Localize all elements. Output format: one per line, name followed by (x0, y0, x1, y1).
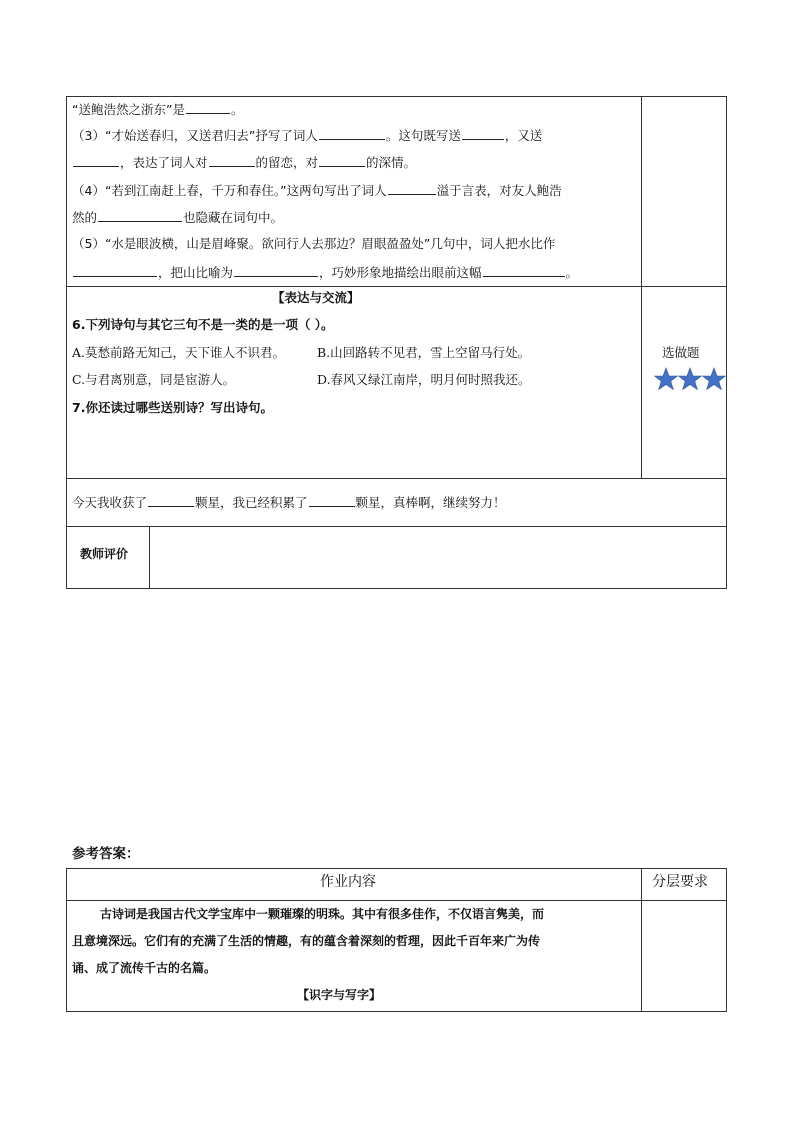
question-6: 6.下列诗句与其它三句不是一类的是一项（ ）。 (72, 317, 334, 332)
row-divider-1 (66, 286, 727, 287)
answer-paragraph-line-2: 且意境深远。它们有的充满了生活的情趣，有的蕴含着深刻的哲理，因此千百年来广为传 (72, 934, 541, 948)
answer-blank[interactable] (483, 263, 565, 277)
question-4-line-1: （4）“若到江南赶上春，千万和春住。”这两句写出了词人 溢于言表，对友人鲍浩 (72, 183, 562, 198)
answer-blank[interactable] (234, 263, 318, 277)
teacher-evaluation-field[interactable] (151, 528, 725, 587)
teacher-evaluation-label: 教师评价 (80, 547, 129, 561)
answers-section-heading: 【识字与写字】 (297, 988, 382, 1002)
table-col-divider (641, 96, 642, 478)
answer-blank[interactable] (388, 181, 436, 195)
star-icon (702, 367, 726, 391)
star-icon (654, 367, 678, 391)
table-left-border (66, 96, 67, 589)
table-right-border (726, 96, 727, 589)
answer-blank[interactable] (319, 153, 365, 167)
teacher-col-divider (149, 526, 150, 589)
question-line-1: “送鲍浩然之浙东”是 。 (72, 102, 244, 117)
option-c[interactable]: C.与君离别意，同是宦游人。 (72, 372, 236, 387)
option-a[interactable]: A.莫愁前路无知己，天下谁人不识君。 (72, 345, 286, 360)
answers-left-border (66, 868, 67, 1012)
stars-total-blank[interactable] (309, 493, 355, 507)
answers-top-border (66, 868, 727, 869)
question-7: 7.你还读过哪些送别诗？写出诗句。 (72, 400, 273, 415)
question-3-line-2: ，表达了词人对 的留恋，对 的深情。 (72, 153, 416, 171)
answer-blank[interactable] (209, 153, 255, 167)
answers-col-header-content: 作业内容 (320, 874, 376, 890)
option-d[interactable]: D.春风又绿江南岸，明月何时照我还。 (317, 372, 531, 387)
question-5-line-2: ，把山比喻为 ，巧妙形象地描绘出眼前这幅 。 (72, 263, 578, 281)
answer-blank[interactable] (73, 263, 157, 277)
answers-col-divider (641, 868, 642, 1012)
summary-line: 今天我收获了 颗星，我已经积累了 颗星，真棒啊，继续努力！ (72, 495, 506, 510)
section-heading-expression: 【表达与交流】 (272, 290, 360, 305)
answer-blank[interactable] (73, 153, 119, 167)
answers-col-header-requirement: 分层要求 (652, 874, 708, 890)
row-divider-3 (66, 526, 727, 527)
table-bottom-border (66, 588, 727, 589)
answers-bottom-border (66, 1011, 727, 1012)
answers-header-divider (66, 900, 727, 901)
answer-blank[interactable] (186, 100, 230, 114)
star-icon (678, 367, 702, 391)
answer-blank[interactable] (319, 126, 385, 140)
answer-paragraph-line-1: 古诗词是我国古代文学宝库中一颗璀璨的明珠。其中有很多佳作，不仅语言隽美，而 (100, 907, 545, 921)
answer-blank[interactable] (98, 208, 182, 222)
option-b[interactable]: B.山回路转不见君，雪上空留马行处。 (317, 345, 531, 360)
optional-label: 选做题 (662, 345, 700, 360)
table-top-border (66, 96, 727, 97)
question-3-line-1: （3）“才始送春归，又送君归去”抒写了词人 。这句既写送 ，又送 (72, 128, 543, 143)
star-rating (654, 367, 728, 393)
row-divider-2 (66, 478, 727, 479)
answers-right-border (726, 868, 727, 1012)
question-5-line-1: （5）“水是眼波横，山是眉峰聚。欲问行人去那边？眉眼盈盈处”几句中，词人把水比作 (72, 236, 556, 251)
stars-earned-blank[interactable] (148, 493, 194, 507)
answer-paragraph-line-3: 诵、成了流传千古的名篇。 (72, 961, 217, 975)
question-4-line-2: 然的 也隐藏在词句中。 (72, 210, 284, 225)
answers-title: 参考答案： (72, 846, 140, 862)
answer-blank[interactable] (462, 126, 504, 140)
